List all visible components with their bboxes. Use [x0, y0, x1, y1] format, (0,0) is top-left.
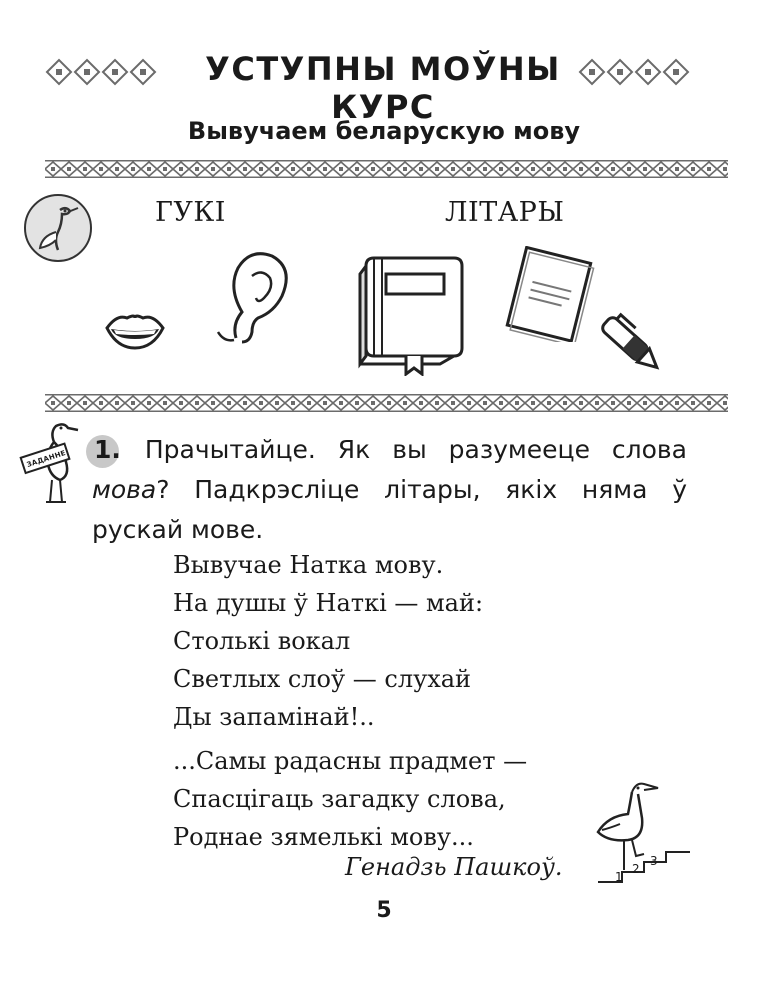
poem-author: Генадзь Пашкоў. [345, 853, 563, 881]
poem-line: Столькі вокал [173, 627, 351, 655]
poem-line: Вывучае Натка мову. [173, 551, 444, 579]
task-text-before: Прачытайце. Як вы разумееце слова [122, 435, 687, 464]
task-text-after: ? Падкрэсліце літары, якіх няма ў рускай мове. [92, 475, 687, 544]
notebook-icon [498, 246, 598, 342]
stork-steps-icon [590, 778, 702, 888]
page-number: 5 [376, 898, 392, 923]
bottom-ornament-band [45, 394, 728, 412]
poem-line: ...Самы радасны прадмет — [173, 747, 528, 775]
book-icon [352, 252, 468, 376]
poem-line: Спасцігаць загадку слова, [173, 785, 506, 813]
poem-line: Ды запамінай!.. [173, 703, 375, 731]
sounds-label: ГУКІ [155, 197, 226, 228]
task-text [92, 430, 687, 550]
page-subtitle: Вывучаем беларускую мову [187, 117, 581, 145]
poem-line: Светлых слоў — слухай [173, 665, 472, 693]
poem-line: Роднае зямелькі мову... [173, 823, 474, 851]
step-label-3: 3 [650, 854, 658, 868]
page-title: УСТУПНЫ МОЎНЫ КУРС [205, 50, 561, 126]
step-label-1: 1 [615, 870, 623, 884]
poem-line: На душы ў Наткі — май: [173, 589, 484, 617]
ear-icon [212, 252, 298, 348]
lips-icon [104, 308, 166, 354]
step-label-2: 2 [632, 862, 640, 876]
task-number: 1. [92, 430, 123, 470]
stork-circle-icon [22, 192, 94, 264]
top-ornament-band [45, 160, 728, 178]
pen-icon [598, 310, 668, 382]
left-ornament [45, 57, 157, 87]
letters-label: ЛІТАРЫ [445, 197, 565, 228]
poem-stanza-2 [173, 742, 527, 856]
task-badge-label: ЗАДАННЕ [25, 448, 67, 470]
task-key-word: мова [92, 475, 157, 504]
poem-stanza-1 [173, 546, 483, 736]
